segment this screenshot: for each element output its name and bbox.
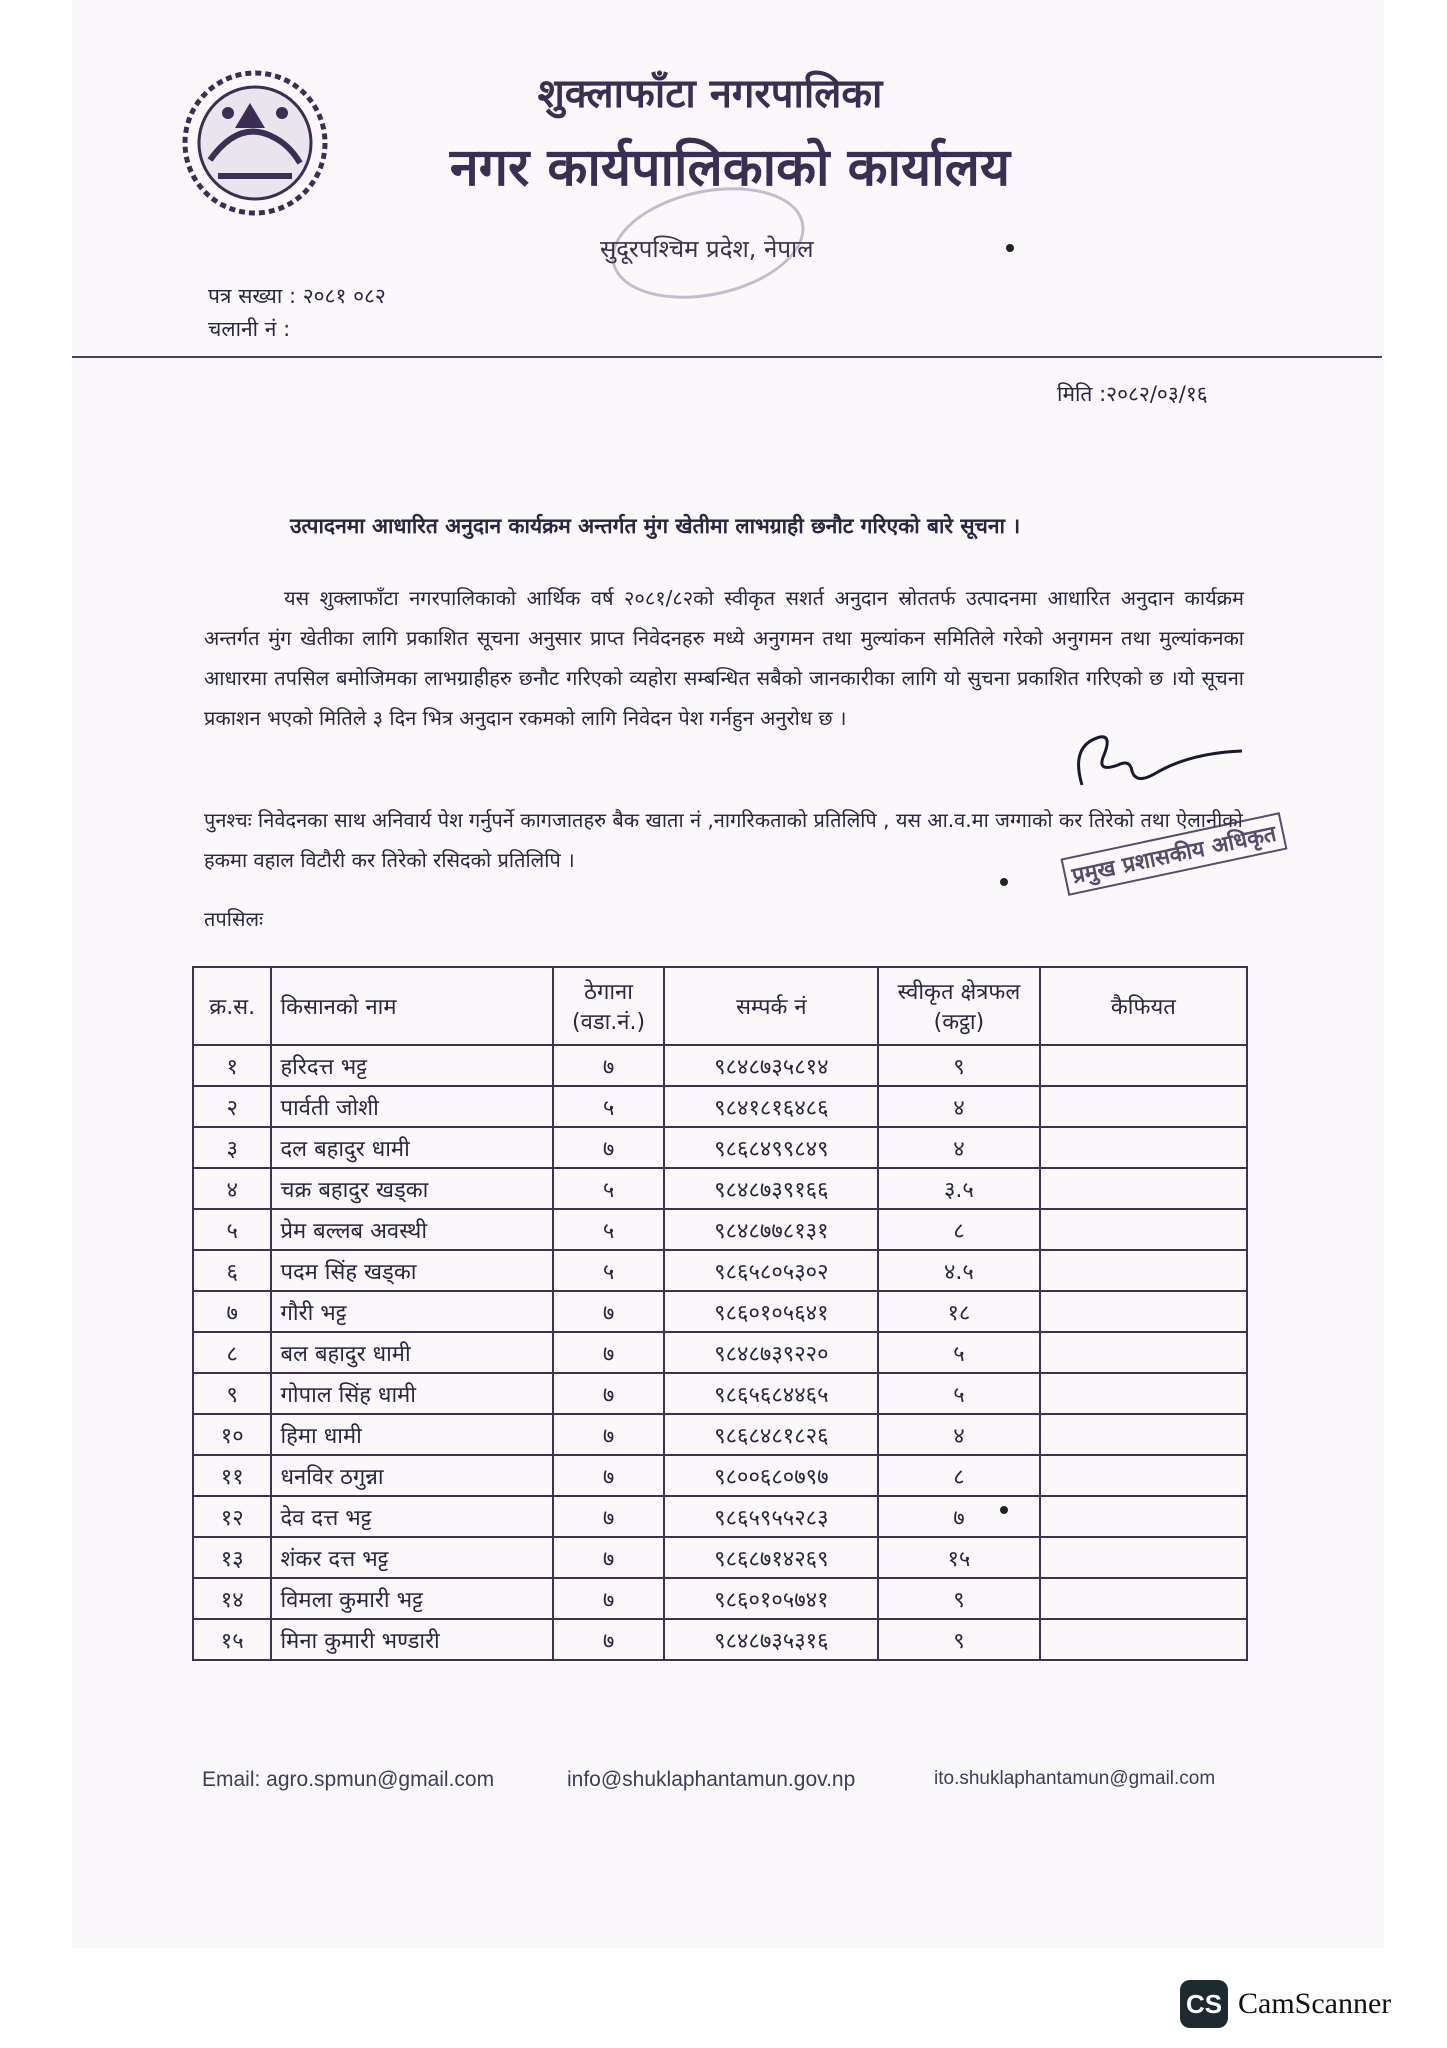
- cell-phone: ९८६५६८४४६५: [664, 1373, 878, 1414]
- nepal-emblem-icon: [180, 68, 330, 218]
- cell-phone: ९८६८७१४२६९: [664, 1537, 878, 1578]
- cell-area: ९: [878, 1045, 1039, 1086]
- cell-name: हरिदत्त भट्ट: [271, 1045, 552, 1086]
- cell-remarks: [1040, 1045, 1247, 1086]
- cell-ward: ७: [553, 1414, 665, 1455]
- letter-date: मिति :२०८२/०३/१६: [1057, 382, 1208, 406]
- cell-sn: ३: [193, 1127, 271, 1168]
- cell-phone: ९८४८७३५३१६: [664, 1619, 878, 1660]
- cell-name: दल बहादुर धामी: [271, 1127, 552, 1168]
- cell-sn: १३: [193, 1537, 271, 1578]
- cell-name: गोपाल सिंह धामी: [271, 1373, 552, 1414]
- cell-ward: ५: [553, 1250, 665, 1291]
- header-ward: [553, 967, 665, 1045]
- beneficiary-table: [192, 966, 1248, 1661]
- header-name-label: किसानको नाम: [280, 995, 397, 1020]
- cell-area: ४.५: [878, 1250, 1039, 1291]
- cell-ward: ७: [553, 1578, 665, 1619]
- details-label: तपसिलः: [204, 907, 264, 931]
- cell-name: चक्र बहादुर खड्का: [271, 1168, 552, 1209]
- header-name: [271, 967, 552, 1045]
- header-ward-line2: (वडा.नं.): [572, 1010, 646, 1035]
- table-row: [193, 1496, 1247, 1537]
- cell-phone: ९८६८४९९८४९: [664, 1127, 878, 1168]
- office-address: सुदूरपश्चिम प्रदेश, नेपाल: [600, 235, 814, 263]
- cell-area: ९: [878, 1578, 1039, 1619]
- postscript-note: पुनश्चः निवेदनका साथ अनिवार्य पेश गर्नुपर्ने कागजातहरु बैक खाता नं ,नागरिकताको प्रतिलिपि , यस आ.व.मा जग्गाको कर तिरेको तथा ऐलानीको हकमा वहाल विटौरी कर तिरेको रसिदको प्रतिलिपि ।: [204, 808, 1243, 872]
- cell-ward: ७: [553, 1127, 665, 1168]
- cell-name: गौरी भट्ट: [271, 1291, 552, 1332]
- cell-area: ४: [878, 1127, 1039, 1168]
- footer-email-ito[interactable]: ito.shuklaphantamun@gmail.com: [934, 1768, 1216, 1789]
- cell-name: बल बहादुर धामी: [271, 1332, 552, 1373]
- table-row: [193, 1250, 1247, 1291]
- cell-phone: ९८४८७७८१३१: [664, 1209, 878, 1250]
- cell-remarks: [1040, 1250, 1247, 1291]
- office-name: नगर कार्यपालिकाको कार्यालय: [449, 138, 1011, 198]
- cell-sn: २: [193, 1086, 271, 1127]
- camscanner-badge: [1180, 1980, 1391, 2028]
- cell-ward: ५: [553, 1168, 665, 1209]
- cell-area: ९: [878, 1619, 1039, 1660]
- cell-ward: ७: [553, 1332, 665, 1373]
- header-area: [878, 967, 1039, 1045]
- cell-phone: ९८४८७३९२२०: [664, 1332, 878, 1373]
- cell-sn: ११: [193, 1455, 271, 1496]
- cell-remarks: [1040, 1332, 1247, 1373]
- table-header-row: [193, 967, 1247, 1045]
- cell-area: ५: [878, 1332, 1039, 1373]
- cell-remarks: [1040, 1373, 1247, 1414]
- table-row: [193, 1455, 1247, 1496]
- table-row: [193, 1414, 1247, 1455]
- table-row: [193, 1168, 1247, 1209]
- footer-email-info[interactable]: info@shuklaphantamun.gov.np: [567, 1768, 856, 1791]
- cell-ward: ७: [553, 1045, 665, 1086]
- notice-subject: उत्पादनमा आधारित अनुदान कार्यक्रम अन्तर्गत मुंग खेतीमा लाभग्राही छनौट गरिएको बारे सूचना ।: [290, 514, 1021, 538]
- cell-name: मिना कुमारी भण्डारी: [271, 1619, 552, 1660]
- cell-name: हिमा धामी: [271, 1414, 552, 1455]
- cell-area: ४: [878, 1086, 1039, 1127]
- cell-remarks: [1040, 1537, 1247, 1578]
- cell-name: शंकर दत्त भट्ट: [271, 1537, 552, 1578]
- cell-remarks: [1040, 1619, 1247, 1660]
- cell-remarks: [1040, 1168, 1247, 1209]
- header-remarks: कैफियत: [1040, 967, 1247, 1045]
- footer-email-agro[interactable]: Email: agro.spmun@gmail.com: [202, 1768, 495, 1791]
- cell-ward: ७: [553, 1291, 665, 1332]
- cell-remarks: [1040, 1127, 1247, 1168]
- cell-phone: ९८४८७३९१६६: [664, 1168, 878, 1209]
- header-sn: क्र.स.: [193, 967, 271, 1045]
- signature: [1060, 725, 1250, 805]
- dispatch-number: चलानी नं :: [208, 317, 291, 341]
- cell-remarks: [1040, 1414, 1247, 1455]
- cell-remarks: [1040, 1578, 1247, 1619]
- cell-phone: ९८६०१०५६४१: [664, 1291, 878, 1332]
- table-row: [193, 1127, 1247, 1168]
- cell-remarks: [1040, 1086, 1247, 1127]
- cell-area: १५: [878, 1537, 1039, 1578]
- table-row: [193, 1209, 1247, 1250]
- reference-number: पत्र सख्या : २०८१ ०८२: [208, 284, 386, 308]
- cell-area: ८: [878, 1209, 1039, 1250]
- cell-sn: ८: [193, 1332, 271, 1373]
- cell-name: प्रेम बल्लब अवस्थी: [271, 1209, 552, 1250]
- cell-remarks: [1040, 1209, 1247, 1250]
- cell-area: ४: [878, 1414, 1039, 1455]
- header-ward-line1: ठेगाना: [584, 980, 633, 1005]
- cell-ward: ५: [553, 1086, 665, 1127]
- cell-area: ३.५: [878, 1168, 1039, 1209]
- ink-spot: [1000, 878, 1008, 886]
- cell-sn: १५: [193, 1619, 271, 1660]
- cell-sn: १४: [193, 1578, 271, 1619]
- cell-ward: ५: [553, 1209, 665, 1250]
- table-row: [193, 1619, 1247, 1660]
- header-area-line1: स्वीकृत क्षेत्रफल: [897, 980, 1021, 1005]
- header-phone: सम्पर्क नं: [664, 967, 878, 1045]
- cell-phone: ९८६८४८१८२६: [664, 1414, 878, 1455]
- cell-phone: ९८६५९५५२८३: [664, 1496, 878, 1537]
- ink-spot: [1000, 1506, 1008, 1514]
- cell-ward: ७: [553, 1496, 665, 1537]
- table-row: [193, 1578, 1247, 1619]
- notice-body: यस शुक्लाफाँटा नगरपालिकाको आर्थिक वर्ष २०८१/८२को स्वीकृत सशर्त अनुदान स्रोततर्फ उत्पादनमा आधारित अनुदान कार्यक्रम अन्तर्गत मुंग खेतीका लागि प्रकाशित सूचना अनुसार प्राप्त निवेदनहरु मध्ये अनुगमन तथा मुल्यांकन समितिले गरेको अनुगमन तथा मुल्यांकनका आधारमा तपसिल बमोजिमका लाभग्राहीहरु छनौट गरिएको व्यहोरा सम्बन्धित सबैको जानकारीका लागि यो सुचना प्रकाशित गरिएको छ ।यो सूचना प्रकाशन भएको मितिले ३ दिन भित्र अनुदान रकमको लागि निवेदन पेश गर्नहुन अनुरोध छ ।: [204, 586, 1244, 730]
- cell-phone: ९८४८७३५८१४: [664, 1045, 878, 1086]
- header-area-line2: (कट्ठा): [933, 1010, 985, 1035]
- cell-sn: ७: [193, 1291, 271, 1332]
- cell-area: ७: [878, 1496, 1039, 1537]
- cell-ward: ७: [553, 1455, 665, 1496]
- cell-sn: ६: [193, 1250, 271, 1291]
- cell-sn: ५: [193, 1209, 271, 1250]
- cell-phone: ९८६०१०५७४१: [664, 1578, 878, 1619]
- cell-sn: १२: [193, 1496, 271, 1537]
- cell-phone: ९८४१८१६४८६: [664, 1086, 878, 1127]
- cell-phone: ९८००६८०७९७: [664, 1455, 878, 1496]
- cell-name: पदम सिंह खड्का: [271, 1250, 552, 1291]
- cell-ward: ७: [553, 1537, 665, 1578]
- camscanner-icon: CS: [1180, 1980, 1228, 2028]
- table-row: [193, 1537, 1247, 1578]
- cell-ward: ७: [553, 1619, 665, 1660]
- cell-sn: ९: [193, 1373, 271, 1414]
- cell-name: विमला कुमारी भट्ट: [271, 1578, 552, 1619]
- cell-area: १८: [878, 1291, 1039, 1332]
- cell-area: ५: [878, 1373, 1039, 1414]
- ink-spot: [1006, 244, 1014, 252]
- cell-sn: ४: [193, 1168, 271, 1209]
- cell-remarks: [1040, 1496, 1247, 1537]
- cell-remarks: [1040, 1291, 1247, 1332]
- cell-sn: १: [193, 1045, 271, 1086]
- cell-name: देव दत्त भट्ट: [271, 1496, 552, 1537]
- municipality-name: शुक्लाफाँटा नगरपालिका: [537, 71, 883, 117]
- cell-sn: १०: [193, 1414, 271, 1455]
- cell-name: पार्वती जोशी: [271, 1086, 552, 1127]
- header-divider: [72, 356, 1382, 358]
- table-row: [193, 1086, 1247, 1127]
- cell-area: ८: [878, 1455, 1039, 1496]
- cell-ward: ७: [553, 1373, 665, 1414]
- table-row: [193, 1045, 1247, 1086]
- cell-name: धनविर ठगुन्ना: [271, 1455, 552, 1496]
- table-row: [193, 1332, 1247, 1373]
- table-row: [193, 1291, 1247, 1332]
- officer-stamp: प्रमुख प्रशासकीय अधिकृत: [1060, 812, 1287, 896]
- cell-phone: ९८६५८०५३०२: [664, 1250, 878, 1291]
- table-row: [193, 1373, 1247, 1414]
- cell-remarks: [1040, 1455, 1247, 1496]
- camscanner-label: CamScanner: [1238, 1987, 1392, 2020]
